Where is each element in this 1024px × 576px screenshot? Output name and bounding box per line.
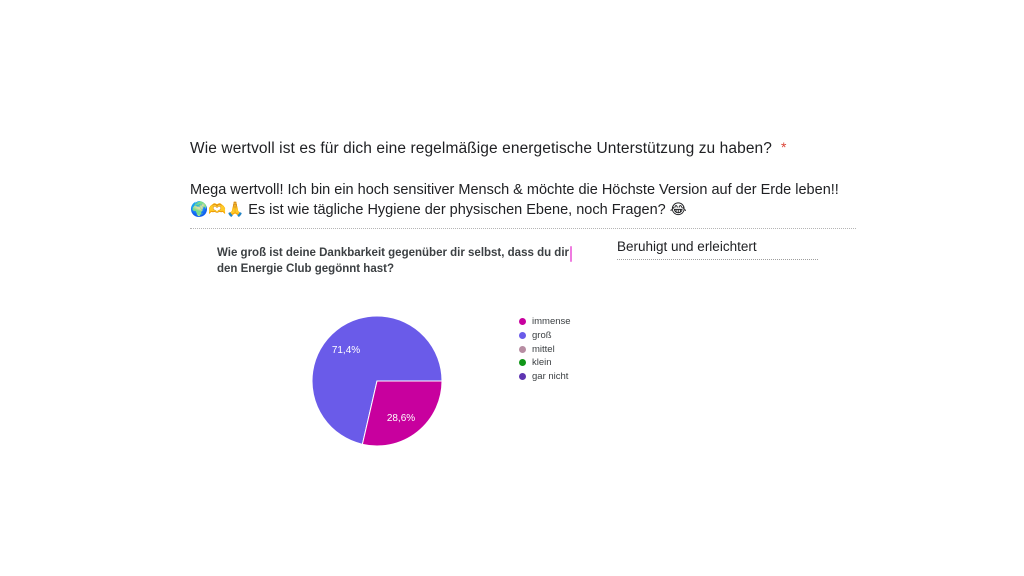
pie-label-gross: 71,4% [331, 345, 361, 356]
pie-label-immense: 28,6% [386, 413, 416, 424]
text-cursor [570, 246, 572, 262]
chart-question-title [217, 246, 569, 277]
legend-dot-garnicht [519, 373, 526, 380]
legend-dot-klein [519, 359, 526, 366]
answer-line-2: 🌍🫶🙏 Es ist wie tägliche Hygiene der physischen Ebene, noch Fragen? 😂 [190, 202, 687, 218]
required-asterisk: * [781, 139, 787, 155]
chart-question-line-2: den Energie Club gegönnt hast? [217, 262, 394, 275]
legend-item-mittel [519, 342, 571, 356]
answer-line-1: Mega wertvoll! Ich bin ein hoch sensitiver Mensch & möchte die Höchste Version auf der Erde leben!! [190, 182, 839, 198]
pie-legend [519, 315, 571, 383]
legend-label-klein: klein [532, 357, 552, 369]
legend-dot-gross [519, 332, 526, 339]
question-title-text: Wie wertvoll ist es für dich eine regelmäßige energetische Unterstützung zu haben? [190, 140, 772, 157]
chart-question-line-1: Wie groß ist deine Dankbarkeit gegenüber dir selbst, dass du dir [217, 247, 570, 259]
legend-label-immense: immense [532, 316, 571, 328]
pie-chart [312, 316, 442, 446]
short-answer-value: Beruhigt und erleichtert [617, 239, 757, 254]
question-title [190, 139, 787, 158]
legend-item-immense [519, 315, 571, 329]
legend-item-garnicht [519, 370, 571, 384]
legend-label-mittel: mittel [532, 343, 555, 355]
legend-dot-immense [519, 318, 526, 325]
legend-item-gross [519, 329, 571, 343]
legend-dot-mittel [519, 346, 526, 353]
legend-item-klein [519, 356, 571, 370]
pie-chart-svg [312, 316, 442, 446]
legend-label-gross: groß [532, 330, 552, 342]
long-answer-field[interactable] [190, 180, 856, 229]
legend-label-garnicht: gar nicht [532, 371, 569, 383]
short-answer-field[interactable] [617, 239, 818, 260]
